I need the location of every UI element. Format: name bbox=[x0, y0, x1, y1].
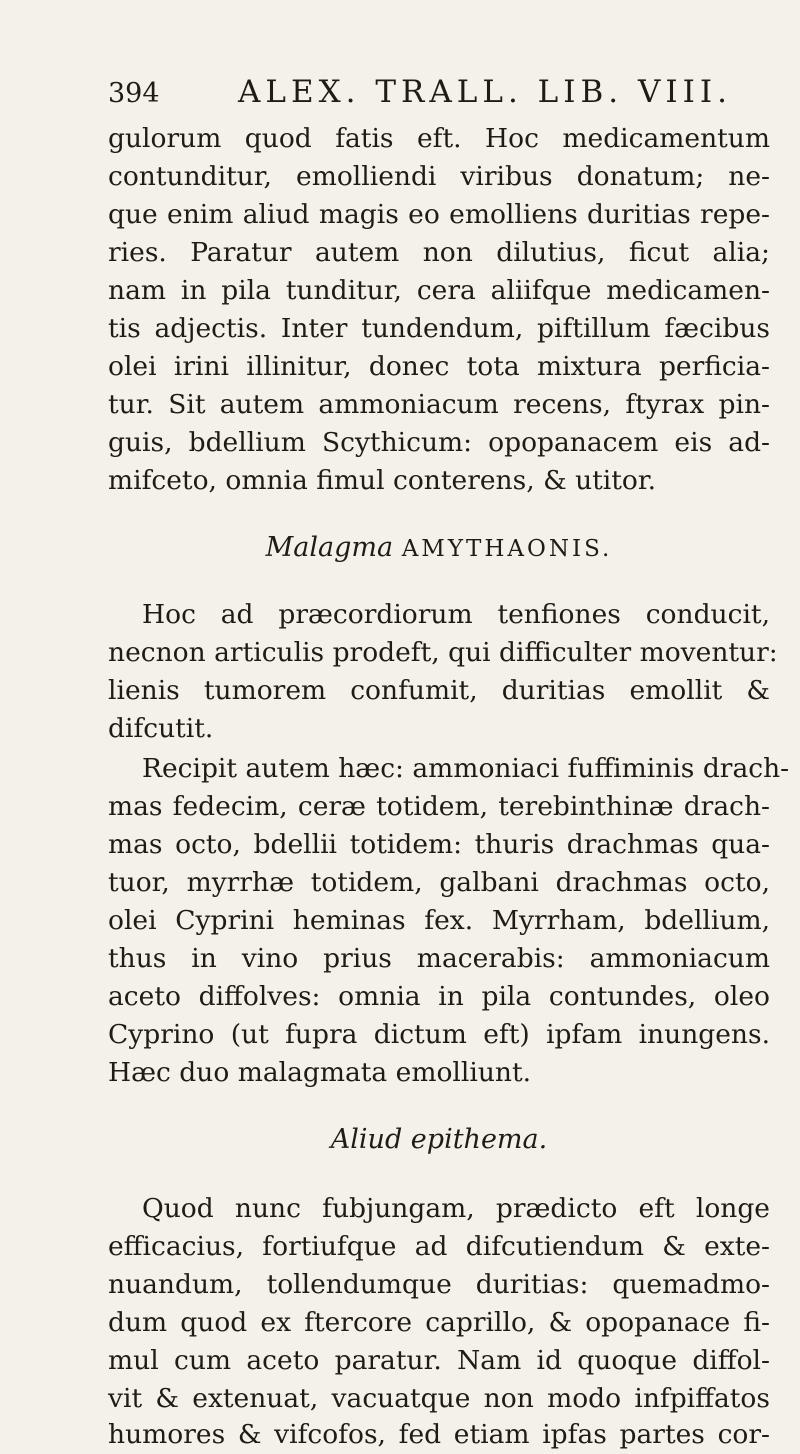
text-line: contunditur, emolliendi viribus donatum; ne- bbox=[108, 161, 770, 192]
text-line: mas octo, bdellii totidem: thuris drachmas qua- bbox=[108, 829, 770, 860]
text-line: que enim aliud magis eo emolliens duritias repe- bbox=[108, 199, 770, 230]
text-line: dum quod ex ftercore caprillo, & opopanace fi- bbox=[108, 1307, 770, 1338]
text-line: ries. Paratur autem non dilutius, ficut alia; bbox=[108, 237, 770, 268]
text-line: efficacius, fortiufque ad difcutiendum & exte- bbox=[108, 1231, 770, 1262]
text-line: mas fedecim, ceræ totidem, terebinthinæ drach- bbox=[108, 791, 770, 822]
heading-caps: AMYTHAONIS. bbox=[401, 536, 613, 562]
text-line: vit & extenuat, vacuatque non modo infpiffatos bbox=[108, 1383, 770, 1414]
running-title: ALEX. TRALL. LIB. VIII. bbox=[238, 74, 732, 110]
text-line: olei Cyprini heminas fex. Myrrham, bdellium, bbox=[108, 905, 770, 936]
text-line: thus in vino prius macerabis: ammoniacum bbox=[108, 943, 770, 974]
text-line: mifceto, omnia fimul conterens, & utitor. bbox=[108, 465, 657, 496]
text-line: Quod nunc fubjungam, prædicto eft longe bbox=[142, 1193, 770, 1224]
text-line: nuandum, tollendumque duritias: quemadmo- bbox=[108, 1269, 770, 1300]
page-header bbox=[108, 70, 768, 114]
text-line: gulorum quod fatis eft. Hoc medicamentum bbox=[108, 123, 770, 154]
text-line: difcutit. bbox=[108, 713, 214, 744]
text-line: aceto diffolves: omnia in pila contundes, oleo bbox=[108, 981, 770, 1012]
section-heading: Aliud epithema. bbox=[330, 1124, 548, 1155]
text-line: humores & vifcofos, fed etiam ipfas partes cor- bbox=[108, 1419, 770, 1450]
text-line: tur. Sit autem ammoniacum recens, ftyrax pin- bbox=[108, 389, 770, 420]
text-line: tis adjectis. Inter tundendum, piftillum fæcibus bbox=[108, 313, 770, 344]
text-line: nam in pila tunditur, cera aliifque medicamen- bbox=[108, 275, 770, 306]
text-line: mul cum aceto paratur. Nam id quoque diffol- bbox=[108, 1345, 770, 1376]
heading-italic: Malagma bbox=[265, 532, 394, 563]
text-line: guis, bdellium Scythicum: opopanacem eis ad- bbox=[108, 427, 770, 458]
text-line: Cyprino (ut fupra dictum eft) ipfam inungens. bbox=[108, 1019, 770, 1050]
text-line: Hoc ad præcordiorum tenfiones conducit, bbox=[142, 599, 770, 630]
page-number: 394 bbox=[108, 78, 160, 109]
text-line: necnon articulis prodeft, qui difficulter moventur: bbox=[108, 637, 778, 668]
text-line: olei irini illinitur, donec tota mixtura perficia- bbox=[108, 351, 770, 382]
text-line: lienis tumorem confumit, duritias emollit & bbox=[108, 675, 770, 706]
section-heading bbox=[108, 528, 770, 568]
text-line: tuor, myrrhæ totidem, galbani drachmas octo, bbox=[108, 867, 770, 898]
text-line: Recipit autem hæc: ammoniaci fuffiminis drach- bbox=[142, 753, 790, 784]
text-line: Hæc duo malagmata emolliunt. bbox=[108, 1057, 532, 1088]
